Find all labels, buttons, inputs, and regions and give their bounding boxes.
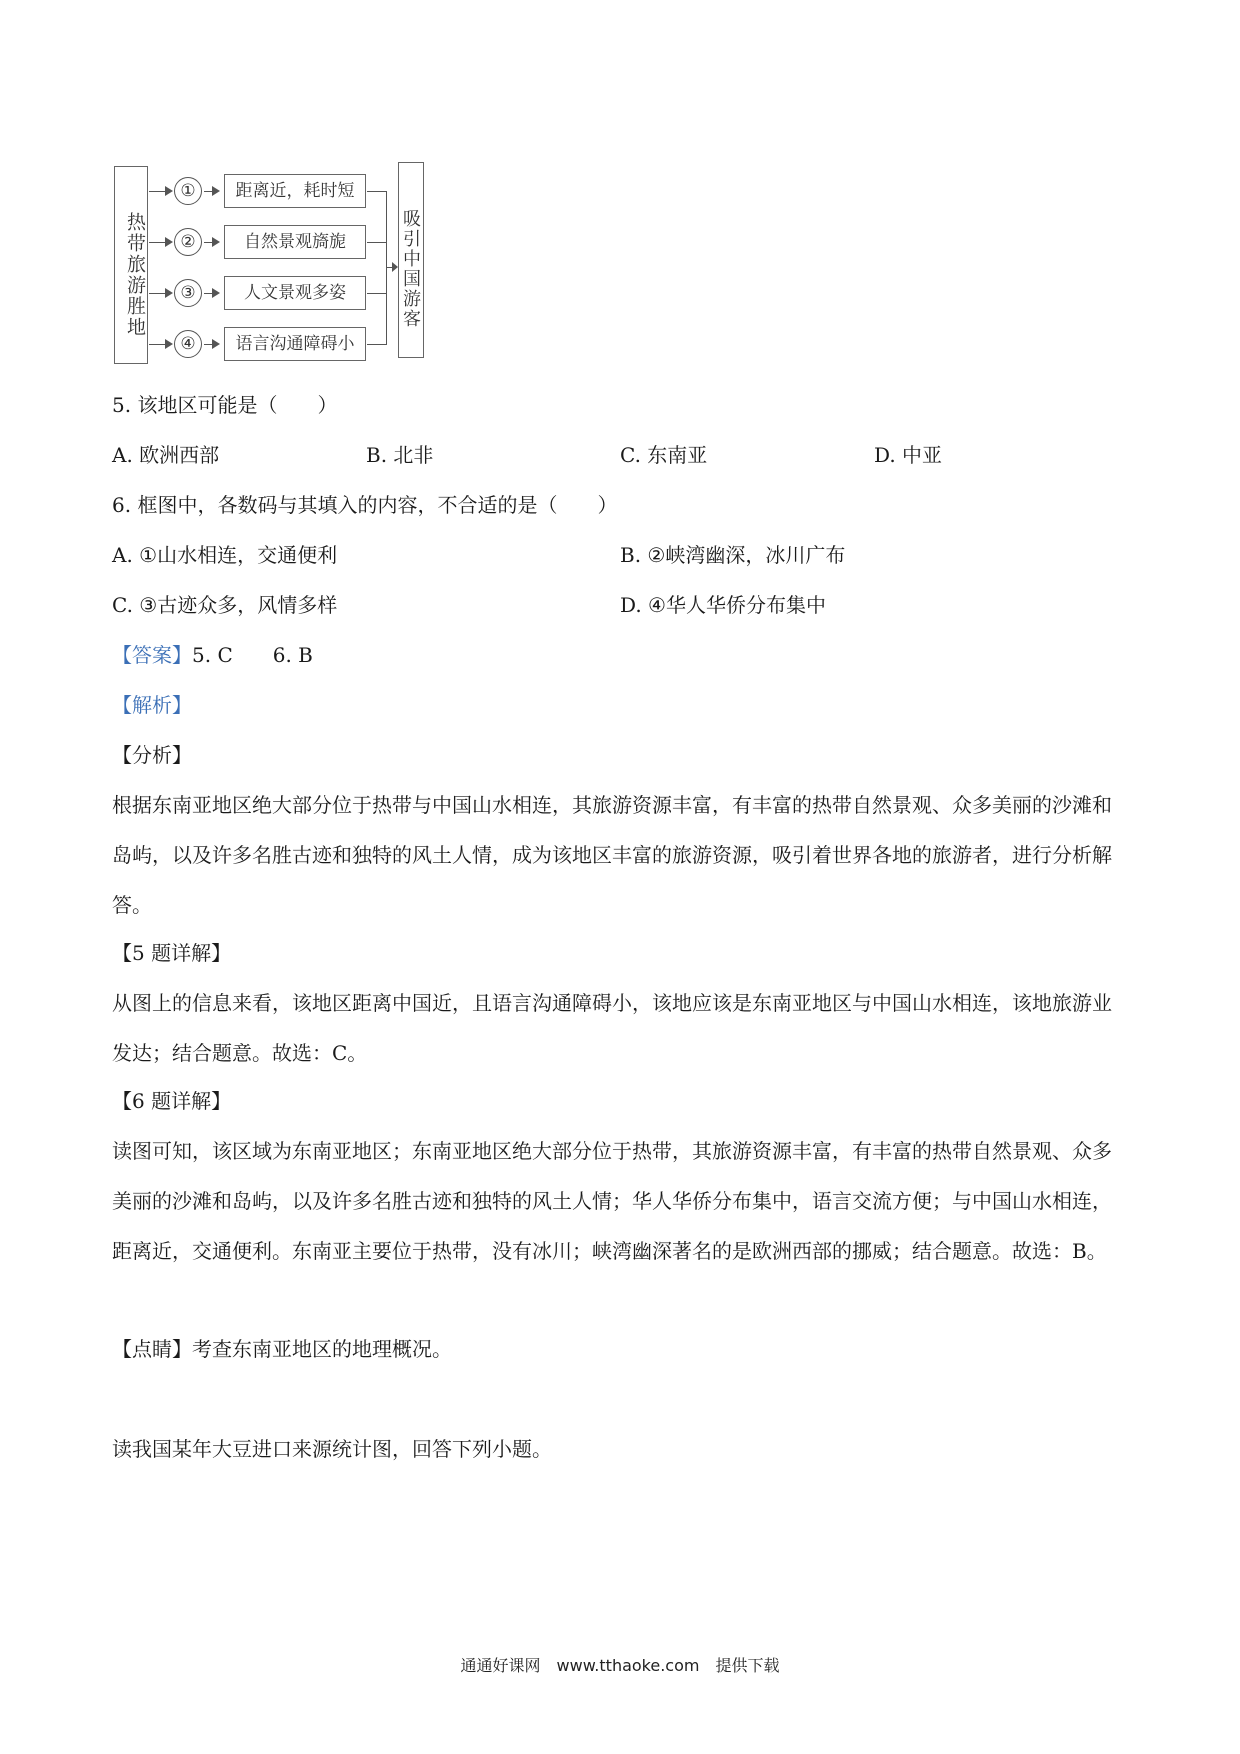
- dianjing-text: 考查东南亚地区的地理概况。: [192, 1337, 452, 1361]
- q5-stem: 5. 该地区可能是（ ）: [112, 393, 338, 417]
- fenxi-label: 【分析】: [112, 743, 192, 767]
- next-intro: 读我国某年大豆进口来源统计图，回答下列小题。: [112, 1437, 552, 1461]
- diagram-item-box: 自然景观旖旎: [224, 225, 366, 259]
- answer-label: 【答案】: [112, 643, 192, 667]
- answer-line: [112, 640, 313, 670]
- d6-label: 【6 题详解】: [112, 1089, 232, 1113]
- tourism-flow-diagram: [112, 160, 421, 370]
- q6-option-a: A. ①山水相连，交通便利: [112, 543, 338, 567]
- q6-option-c: C. ③古迹众多，风情多样: [112, 593, 338, 617]
- d6-text: 读图可知，该区域为东南亚地区；东南亚地区绝大部分位于热带，其旅游资源丰富，有丰富的热带自然景观、众多美丽的沙滩和岛屿，以及许多名胜古迹和独特的风土人情；华人华侨分布集中，语言交流方便；与中国山水相连，距离近，交通便利。东南亚主要位于热带，没有冰川；峡湾幽深著名的是欧洲西部的挪威；结合题意。故选：B。: [112, 1139, 1112, 1263]
- number-circle: ④: [174, 330, 202, 358]
- d5-text: 从图上的信息来看，该地区距离中国近，且语言沟通障碍小，该地应该是东南亚地区与中国山水相连，该地旅游业发达；结合题意。故选：C。: [112, 991, 1112, 1065]
- number-circle: ②: [174, 228, 202, 256]
- fenxi-text: 根据东南亚地区绝大部分位于热带与中国山水相连，其旅游资源丰富，有丰富的热带自然景观、众多美丽的沙滩和岛屿，以及许多名胜古迹和独特的风土人情，成为该地区丰富的旅游资源，吸引着世界各地的旅游者，进行分析解答。: [112, 793, 1112, 917]
- number-circle: ③: [174, 279, 202, 307]
- diagram-item-box: 距离近，耗时短: [224, 174, 366, 208]
- q5-option-d: D. 中亚: [874, 443, 943, 467]
- page-footer: 通通好课网 www.tthaoke.com 提供下载: [460, 1656, 780, 1675]
- dianjing-label: 【点睛】: [112, 1337, 192, 1361]
- q6-stem: 6. 框图中，各数码与其填入的内容，不合适的是（ ）: [112, 493, 618, 517]
- dianjing-line: [112, 1334, 452, 1364]
- d5-label: 【5 题详解】: [112, 941, 232, 965]
- q6-option-b: B. ②峡湾幽深，冰川广布: [620, 543, 846, 567]
- q5-option-a: A. 欧洲西部: [112, 443, 220, 467]
- answer-text: 5. C 6. B: [192, 643, 313, 667]
- q5-option-b: B. 北非: [366, 443, 434, 467]
- q6-option-d: D. ④华人华侨分布集中: [620, 593, 826, 617]
- left-label-box: 热带旅游胜地: [114, 166, 148, 364]
- number-circle: ①: [174, 177, 202, 205]
- q5-option-c: C. 东南亚: [620, 443, 708, 467]
- right-label-box: 吸引中国游客: [398, 162, 424, 358]
- analysis-label: 【解析】: [112, 693, 192, 717]
- diagram-item-box: 人文景观多姿: [224, 276, 366, 310]
- diagram-item-box: 语言沟通障碍小: [224, 327, 366, 361]
